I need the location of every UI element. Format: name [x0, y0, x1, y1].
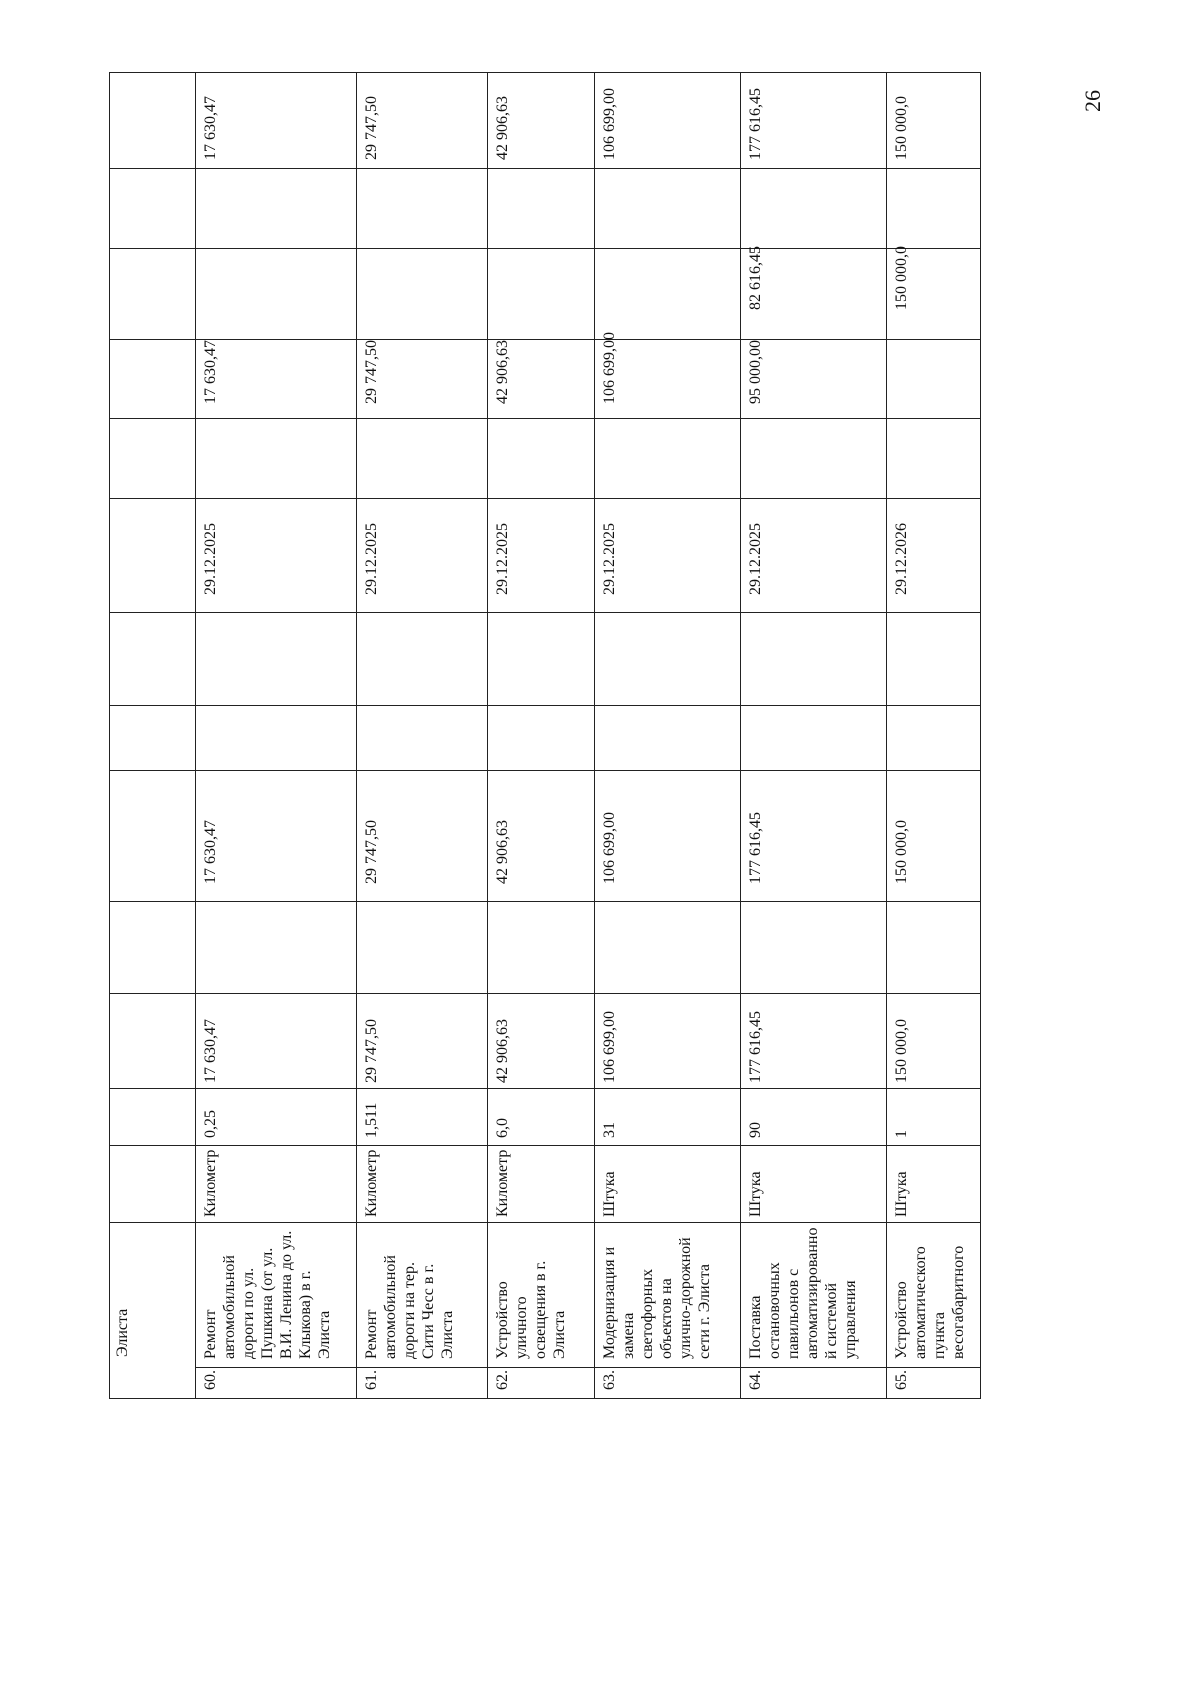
- row-quantity: 90: [747, 1122, 764, 1138]
- row-sum: 150 000,0: [893, 96, 910, 160]
- row-quantity: 1: [893, 1130, 910, 1138]
- row-quantity: 0,25: [202, 1110, 219, 1138]
- row-number: 61.: [363, 1370, 380, 1390]
- row-quantity: 6,0: [494, 1118, 511, 1138]
- row-total: 17 630,47: [202, 820, 219, 884]
- row-federal-budget: 29 747,50: [363, 340, 380, 404]
- row-quantity: 1,511: [363, 1102, 380, 1138]
- row-date: 29.12.2025: [494, 523, 511, 595]
- row-name: Устройство автоматического пункта весогабаритного: [893, 1245, 967, 1359]
- row-total: 42 906,63: [494, 820, 511, 884]
- row-unit: Штука: [601, 1171, 618, 1217]
- row-number: 60.: [202, 1370, 219, 1390]
- row-unit: Штука: [747, 1171, 764, 1217]
- row-date: 29.12.2025: [601, 523, 618, 595]
- row-total: 29 747,50: [363, 820, 380, 884]
- table-row: [594, 72, 740, 1399]
- row-cost: 150 000,0: [893, 1019, 910, 1083]
- row-federal-budget: 106 699,00: [601, 332, 618, 404]
- row-unit: Километр: [202, 1149, 219, 1217]
- table-row: [740, 72, 886, 1399]
- row-unit: Километр: [494, 1149, 511, 1217]
- row-name: Ремонт автомобильной дороги по ул. Пушкина (от ул. В.И. Ленина до ул. Клыкова) в г. Элиста: [202, 1230, 333, 1359]
- row-unit: Штука: [893, 1171, 910, 1217]
- table-row: [195, 72, 356, 1399]
- row-name: Поставка остановочных павильонов с автоматизированно й системой управления: [747, 1227, 859, 1359]
- table-row: [487, 72, 594, 1399]
- row-federal-budget: 42 906,63: [494, 340, 511, 404]
- row-total: 106 699,00: [601, 812, 618, 884]
- table-border-right: [980, 72, 981, 1399]
- row-number: 63.: [601, 1370, 618, 1390]
- row-name: Устройство уличного освещения в г. Элиста: [494, 1260, 568, 1359]
- row-cost: 29 747,50: [363, 1019, 380, 1083]
- table-row: [356, 72, 487, 1399]
- row-cost: 17 630,47: [202, 1019, 219, 1083]
- row-date: 29.12.2025: [747, 523, 764, 595]
- row-name: Модернизация и замена светофорных объектов на улично-дорожной сети г. Элиста: [601, 1237, 713, 1359]
- row-sum: 29 747,50: [363, 96, 380, 160]
- row-cost: 106 699,00: [601, 1011, 618, 1083]
- row-federal-budget: 17 630,47: [202, 340, 219, 404]
- row-number: 64.: [747, 1370, 764, 1390]
- row-date: 29.12.2026: [893, 523, 910, 595]
- row-regional-budget: 82 616,45: [747, 246, 764, 310]
- row-number: 62.: [494, 1370, 511, 1390]
- table-border-left: [109, 72, 110, 1399]
- row-cost: 177 616,45: [747, 1011, 764, 1083]
- row-regional-budget: 150 000,0: [893, 246, 910, 310]
- header-row-name-cell: [109, 1222, 195, 1398]
- row-unit: Километр: [363, 1149, 380, 1217]
- row-sum: 17 630,47: [202, 96, 219, 160]
- table-row: [886, 72, 980, 1399]
- row-sum: 42 906,63: [494, 96, 511, 160]
- row-date: 29.12.2025: [363, 523, 380, 595]
- page-number: 26: [1080, 90, 1105, 112]
- row-federal-budget: 95 000,00: [747, 340, 764, 404]
- row-name: Ремонт автомобильной дороги на тер. Сити Чесс в г. Элиста: [363, 1255, 456, 1359]
- row-cost: 42 906,63: [494, 1019, 511, 1083]
- row-total: 150 000,0: [893, 820, 910, 884]
- row-date: 29.12.2025: [202, 523, 219, 595]
- row-total: 177 616,45: [747, 812, 764, 884]
- row-sum: 177 616,45: [747, 88, 764, 160]
- header-name-continuation: Элиста: [114, 1308, 131, 1357]
- row-number: 65.: [893, 1370, 910, 1390]
- row-sum: 106 699,00: [601, 88, 618, 160]
- row-quantity: 31: [601, 1122, 618, 1138]
